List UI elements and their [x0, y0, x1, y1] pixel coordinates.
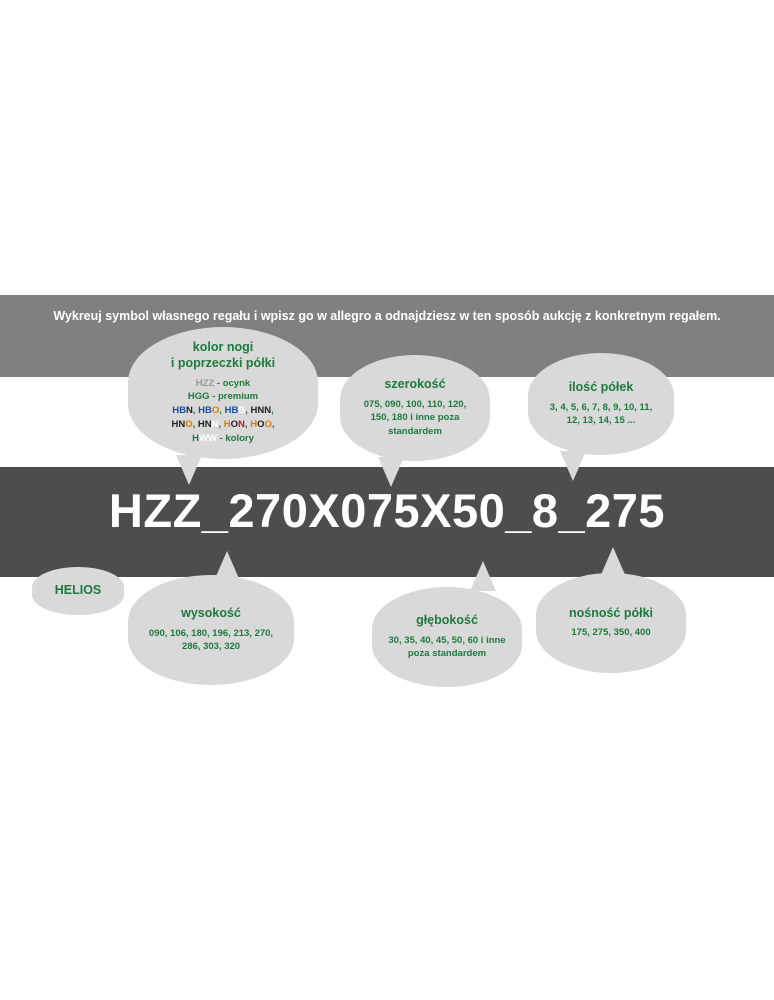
callout-shelves-count-tail — [560, 451, 586, 481]
callout-width — [340, 355, 490, 461]
callout-shelf-load-title: nośność półki — [568, 605, 654, 620]
callout-height-title: wysokość — [181, 605, 241, 620]
callout-height-body: 090, 106, 180, 196, 213, 270, 286, 303, 320 — [148, 627, 274, 653]
callout-depth-body: 30, 35, 40, 45, 50, 60 i inne poza standardem — [388, 634, 506, 660]
headline-text: Wykreuj symbol własnego regału i wpisz go w allegro a odnajdziesz w ten sposób aukcję z konkretnym regałem. — [53, 309, 721, 323]
callout-leg-color — [128, 327, 318, 459]
callout-brand — [32, 567, 124, 615]
callout-shelves-count — [528, 353, 674, 455]
callout-shelves-count-title: ilość półek — [568, 379, 634, 394]
callout-leg-color-body: HZZ - ocynk HGG - premium HBN, HBO, HBB, HNN, HNO, HNN, HON, HOO, HWW - kolory — [171, 377, 275, 444]
callout-width-tail — [378, 457, 404, 487]
callout-width-body: 075, 090, 100, 110, 120, 150, 180 i inne poza standardem — [363, 398, 467, 438]
product-code: HZZ_270X075X50_8_275 — [108, 484, 666, 537]
callout-shelf-load-body: 175, 275, 350, 400 — [571, 627, 651, 639]
callout-depth-tail — [470, 561, 496, 591]
callout-height — [128, 575, 294, 685]
callout-width-title: szerokość — [384, 377, 446, 392]
callout-shelves-count-body: 3, 4, 5, 6, 7, 8, 9, 10, 11, 12, 13, 14, 15 ... — [549, 401, 653, 427]
callout-shelf-load — [536, 573, 686, 673]
symbol-diagram — [0, 295, 774, 690]
callout-leg-color-tail — [176, 455, 202, 485]
callout-height-tail — [214, 551, 240, 581]
callout-leg-color-title: kolor nogi i poprzeczki półki — [170, 340, 276, 371]
callout-shelf-load-tail — [600, 547, 626, 577]
callout-depth — [372, 587, 522, 687]
callout-brand-title: HELIOS — [54, 583, 102, 598]
callout-depth-title: głębokość — [416, 612, 478, 627]
